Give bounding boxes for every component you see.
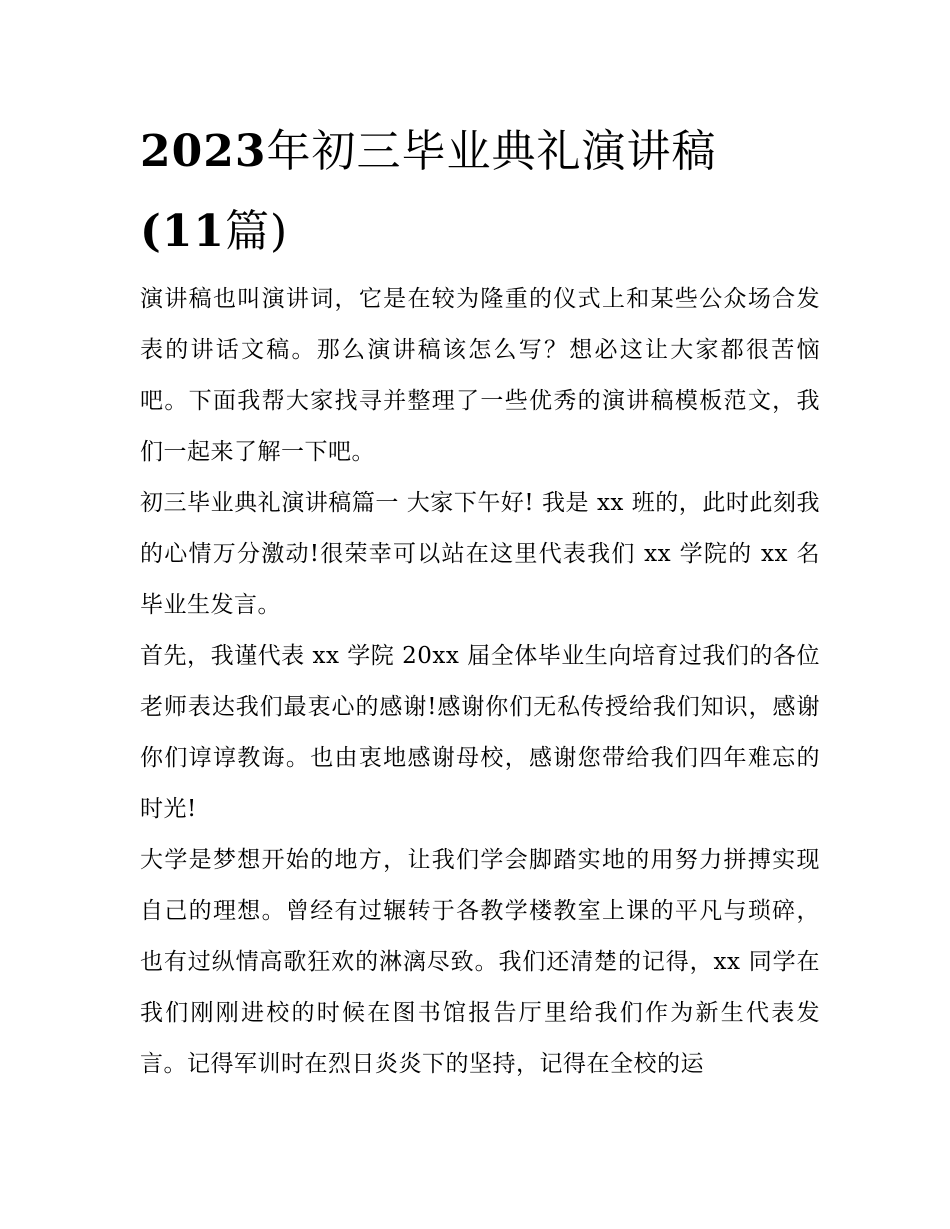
paragraph-memories: 大学是梦想开始的地方，让我们学会脚踏实地的用努力拼搏实现自己的理想。曾经有过辗转于各教学楼教室上课的平凡与琐碎，也有过纵情高歌狂欢的淋漓尽致。我们还清楚的记得，xx 同学在我们刚刚进校的时候在图书馆报告厅里给我们作为新生代表发言。记得军训时在烈日炎炎下的坚持，记得在全校的运 [140, 847, 820, 1077]
document-body [140, 274, 820, 1090]
title-count: (11 [140, 206, 226, 257]
title-count-suffix: 篇) [225, 206, 289, 257]
document-title [140, 112, 820, 272]
paragraph-thanks: 首先，我谨代表 xx 学院 20xx 届全体毕业生向培育过我们的各位老师表达我们最衷心的感谢!感谢你们无私传授给我们知识，感谢你们谆谆教诲。也由衷地感谢母校，感谢您带给我们四年难忘的时光! [140, 643, 820, 822]
paragraph-opening: 初三毕业典礼演讲稿篇一 大家下午好! 我是 xx 班的，此时此刻我的心情万分激动!很荣幸可以站在这里代表我们 xx 学院的 xx 名毕业生发言。 [140, 490, 820, 618]
paragraph-intro: 演讲稿也叫演讲词，它是在较为隆重的仪式上和某些公众场合发表的讲话文稿。那么演讲稿该怎么写？想必这让大家都很苦恼吧。下面我帮大家找寻并整理了一些优秀的演讲稿模板范文，我们一起来了解一下吧。 [140, 286, 820, 465]
title-year: 2023 [140, 126, 267, 177]
title-main: 年初三毕业典礼演讲稿 [266, 126, 717, 177]
